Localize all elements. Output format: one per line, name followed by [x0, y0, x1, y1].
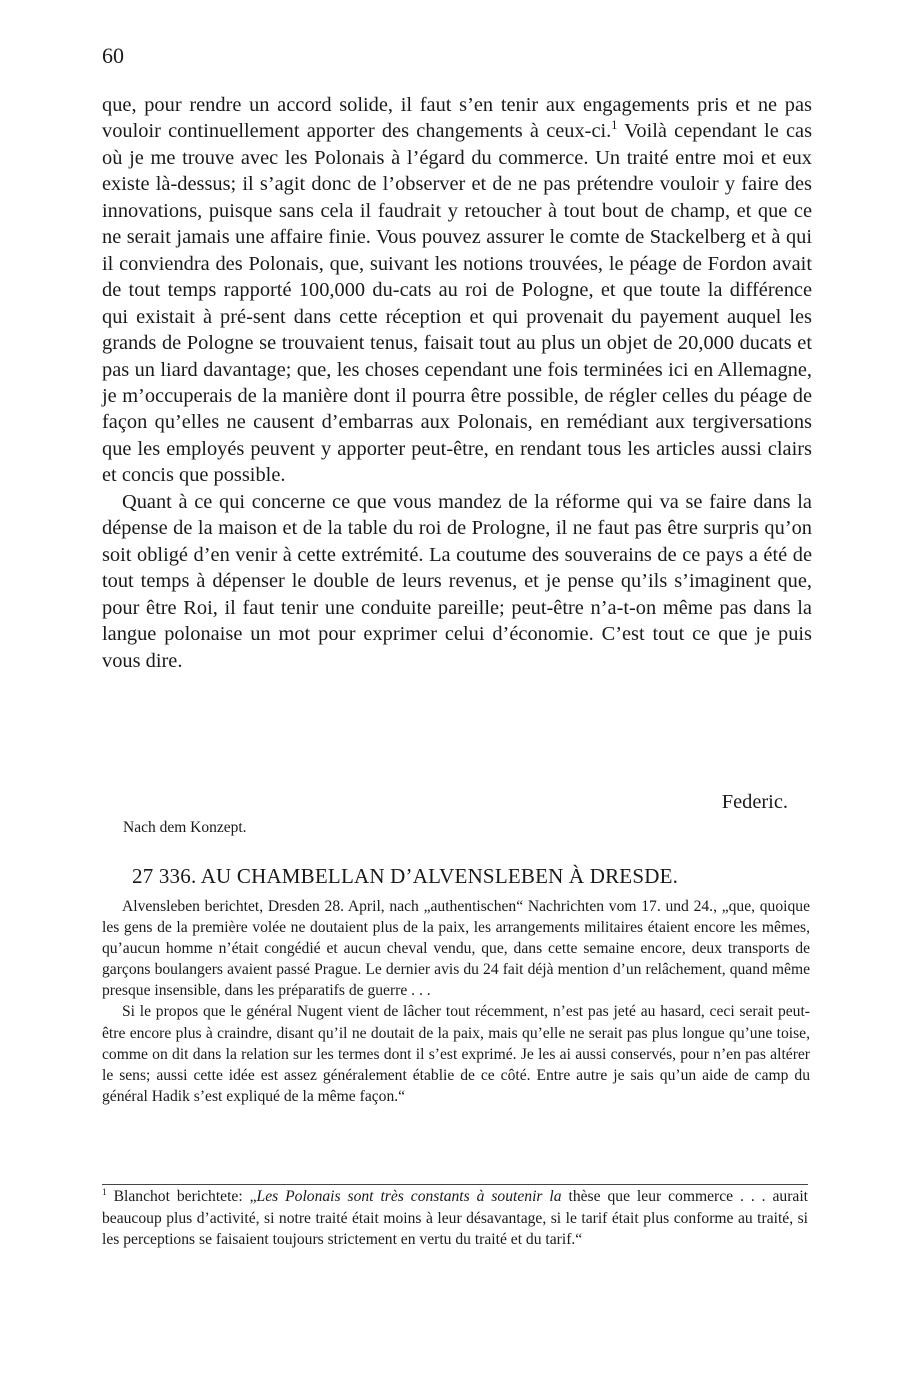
letter-heading: 27 336. AU CHAMBELLAN D’ALVENSLEBEN À DRESDE. — [132, 864, 679, 888]
letter-paragraph-1 — [102, 92, 812, 489]
signature: Federic. — [721, 791, 788, 813]
footnote-lead: Blanchot berichtete: „ — [106, 1188, 257, 1205]
summary-paragraph-1: Alvensleben berichtet, Dresden 28. April, nach „authentischen“ Nachrichten vom 17. und 24., „que, quoique les gens de la première volée ne doutaient plus de la paix, les arrangements militaires étaient encore les mêmes, qu’aucun homme n’était congédié et aucun cheval vendu, que, dans cette semaine encore, deux transports de garçons boulangers avaient passé Prague. Le dernier avis du 24 fait déjà mention d’un relâchement, quand même presque insensible, dans les préparatifs de guerre . . . — [102, 898, 810, 1000]
page-number: 60 — [102, 43, 124, 68]
summary-paragraph-2: Si le propos que le général Nugent vient de lâcher tout récemment, n’est pas jeté au hasard, ceci serait peut-être encore plus à craindre, disant qu’il ne doutait de la paix, mais qu’elle ne serait pas plus longue qu’une toise, comme on dit dans la relation sur les termes dont il s’est exprimé. Je les ai aussi conservés, pour n’en pas altérer le sens; aussi cette idée est assez généralement établie de ce côté. Entre autre je sais qu’un aide de camp du général Hadik s’est expliqué de la même façon.“ — [102, 1003, 810, 1105]
footnote-marker: 1 — [102, 1187, 107, 1198]
footnote — [102, 1186, 808, 1251]
footnote-rest: thèse que leur commerce . . . aurait beaucoup plus d’activité, si notre traité était moins à leur désavantage, si le tarif était plus conforme au traité, si les perceptions se faisaient toujours strictement en vertu du traité et du tarif.“ — [102, 1188, 809, 1248]
letter-body — [102, 92, 812, 674]
letter-paragraph-2: Quant à ce qui concerne ce que vous mandez de la réforme qui va se faire dans la dépense de la maison et de la table du roi de Prologne, il ne faut pas être surpris qu’on soit obligé d’en venir à cette extrémité. La coutume des souverains de ce pays a été de tout temps à dépenser le double de leurs revenus, et je pense qu’ils s’imaginent que, pour être Roi, il faut tenir une conduite pareille; peut-être n’a-t-on même pas dans la langue polonaise un mot pour exprimer celui d’économie. C’est tout ce que je puis vous dire. — [102, 490, 812, 672]
letter-paragraph-1-part-a: que, pour rendre un accord solide, il faut s’en tenir aux engagements pris et ne pas vouloir continuellement apporter des changements à ceux-ci. — [102, 94, 812, 143]
footnote-text — [102, 1186, 808, 1251]
footnote-reference: 1 — [611, 118, 618, 133]
source-note: Nach dem Konzept. — [123, 819, 247, 836]
letter-summary — [102, 896, 810, 1107]
footnote-quote: Les Polonais sont très constants à soutenir la — [256, 1188, 562, 1205]
letter-paragraph-1-part-b: Voilà cependant le cas où je me trouve avec les Polonais à l’égard du commerce. Un traité entre moi et eux existe là-dessus; il s’agit donc de l’observer et de ne pas prétendre vouloir y faire des innovations, puisque sans cela il faudrait y retoucher à tout bout de champ, et que ce ne serait jamais une affaire finie. Vous pouvez assurer le comte de Stackelberg et à qui il conviendra des Polonais, que, suivant les notions trouvées, le péage de Fordon avait de tout temps rapporté 100,000 du-cats au roi de Pologne, et que toute la différence qui existait à pré-sent dans cette réception et qui provenait du payement auquel les grands de Pologne se trouvaient tenus, faisait tout au plus un objet de 20,000 ducats et pas un liard davantage; que, les choses cependant une fois terminées ici en Allemagne, je m’occuperais de la manière dont il pourra être possible, de régler celles du péage de façon qu’elles ne causent d’embarras aux Polonais, en remédiant aux tergiversations que les employés peuvent y apporter peut-être, en rendant tous les articles aussi clairs et concis que possible. — [102, 120, 813, 487]
footnote-divider — [102, 1184, 808, 1185]
